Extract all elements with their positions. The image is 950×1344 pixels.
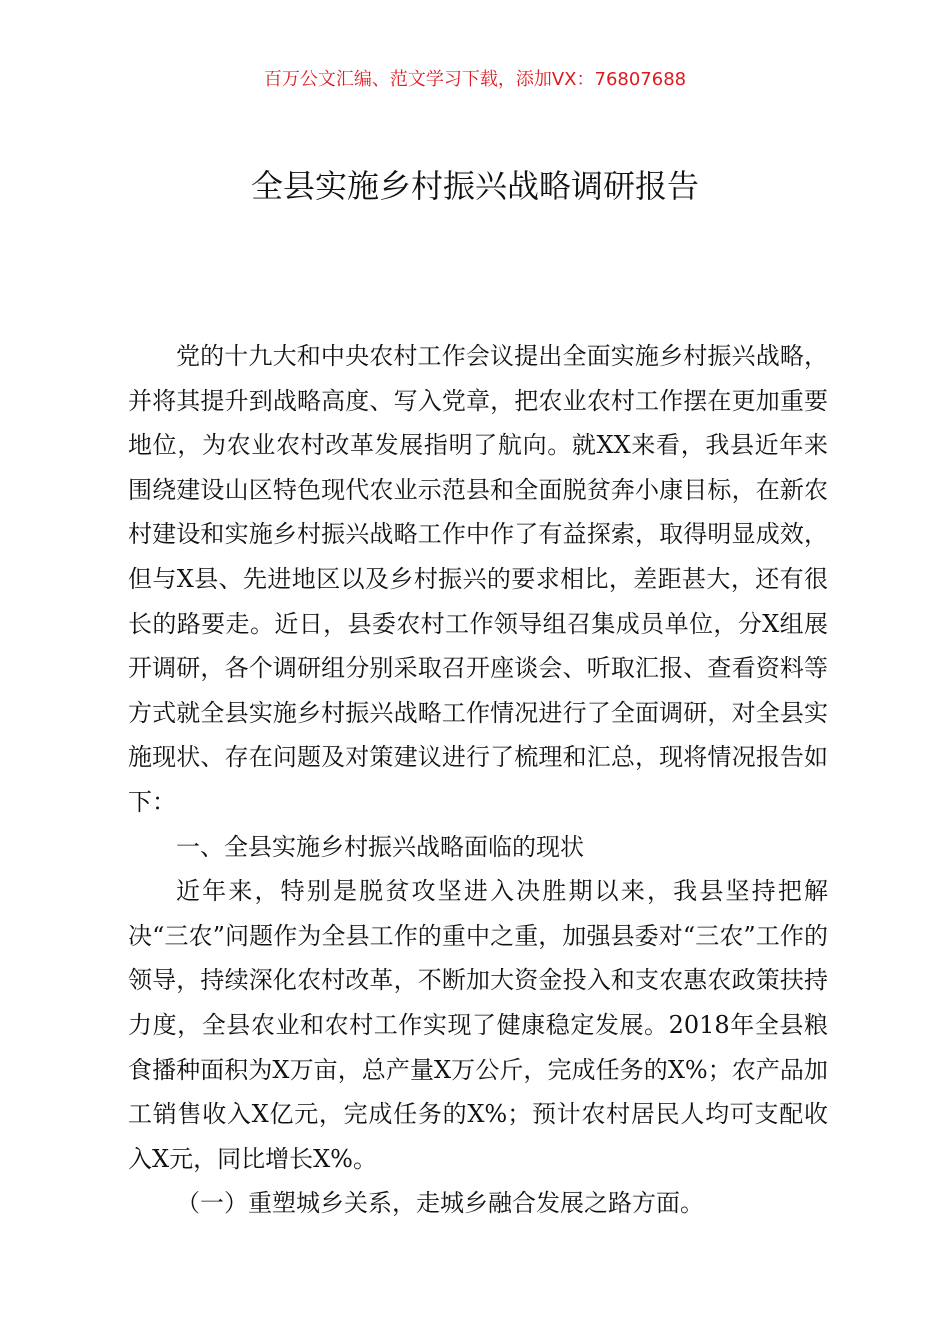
document-title: 全县实施乡村振兴战略调研报告 (250, 167, 699, 205)
document-body (128, 334, 828, 1226)
section-heading-1: 一、全县实施乡村振兴战略面临的现状 (176, 832, 584, 861)
intro-paragraph: 党的十九大和中央农村工作会议提出全面实施乡村振兴战略，并将其提升到战略高度、写入党章，把农业农村工作摆在更加重要地位，为农业农村改革发展指明了航向。就XX来看，我县近年来围绕建设山区特色现代农业示范县和全面脱贫奔小康目标，在新农村建设和实施乡村振兴战略工作中作了有益探索，取得明显成效，但与X县、先进地区以及乡村振兴的要求相比，差距甚大，还有很长的路要走。近日，县委农村工作领导组召集成员单位，分X组展开调研，各个调研组分别采取召开座谈会、听取汇报、查看资料等方式就全县实施乡村振兴战略工作情况进行了全面调研，对全县实施现状、存在问题及对策建议进行了梳理和汇总，现将情况报告如下： (128, 342, 828, 816)
header-banner: 百万公文汇编、范文学习下载，添加VX：76807688 (263, 69, 687, 90)
subsection-heading-1: （一）重塑城乡关系，走城乡融合发展之路方面。 (176, 1189, 704, 1218)
status-paragraph: 近年来，特别是脱贫攻坚进入决胜期以来，我县坚持把解决“三农”问题作为全县工作的重中之重，加强县委对“三农”工作的领导，持续深化农村改革，不断加大资金投入和支农惠农政策扶持力度，全县农业和农村工作实现了健康稳定发展。2018年全县粮食播种面积为X万亩，总产量X万公斤，完成任务的X%；农产品加工销售收入X亿元，完成任务的X%；预计农村居民人均可支配收入X元，同比增长X%。 (128, 877, 828, 1173)
